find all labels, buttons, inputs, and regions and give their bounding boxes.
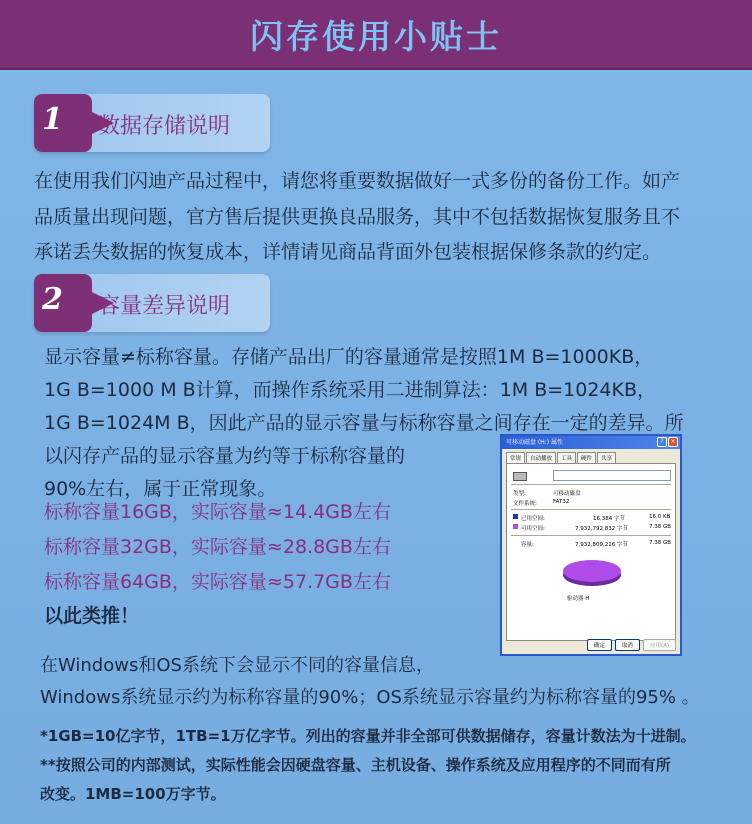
section-2-label: 容量差异说明 — [98, 294, 231, 319]
tab-hardware[interactable]: 硬件 — [577, 452, 596, 463]
section-2-line: 1G B=1000 M B计算，而操作系统采用二进制算法：1M B=1024KB， — [44, 379, 656, 401]
dialog-tabs — [502, 449, 680, 463]
capacity-size: 7.38 GB — [649, 540, 672, 546]
drive-icon — [513, 472, 527, 481]
dialog-titlebar — [502, 436, 680, 449]
tab-tools[interactable]: 工具 — [557, 452, 576, 463]
capacity-bytes: 7,932,809,216 字节 — [575, 542, 628, 548]
section-2-heading — [34, 274, 270, 332]
capacity-label: 容量: — [521, 542, 534, 548]
section-1-label: 数据存储说明 — [98, 114, 231, 139]
used-swatch — [513, 514, 518, 519]
tab-sharing[interactable]: 共享 — [597, 452, 616, 463]
drive-letter-label: 驱动器 H — [567, 596, 590, 602]
capacity-example-64gb: 标称容量64GB，实际容量≈57.7GB左右 — [44, 571, 391, 593]
section-2-line: 1G B=1024M B，因此产品的显示容量与标称容量之间存在一定的差异。所 — [44, 412, 684, 434]
footnote-3: 改变。1MB=100万字节。 — [40, 785, 226, 803]
os-line-1: 在Windows和OS系统下会显示不同的容量信息， — [40, 655, 434, 676]
footnote-2: **按照公司的内部测试，实际性能会因硬盘容量、主机设备、操作系统及应用程序的不同而有所 — [40, 756, 671, 774]
banner — [0, 0, 752, 70]
filesystem-value: FAT32 — [553, 499, 570, 505]
drive-properties-dialog — [500, 434, 682, 656]
apply-button[interactable]: 应用(A) — [643, 639, 676, 651]
section-1-line: 品质量出现问题，官方售后提供更换良品服务，其中不包括数据恢复服务且不 — [34, 205, 681, 228]
help-icon[interactable]: ? — [657, 437, 667, 447]
tab-autoplay[interactable]: 自动播放 — [526, 452, 556, 463]
section-1-line: 承诺丢失数据的恢复成本，详情请见商品背面外包装根据保修条款的约定。 — [34, 241, 662, 263]
os-line-2: Windows系统显示约为标称容量的90%；OS系统显示容量约为标称容量的95% 。 — [40, 687, 700, 708]
section-2-number: 2 — [42, 282, 63, 317]
used-bytes: 16,384 字节 — [593, 516, 625, 522]
type-value: 可移动磁盘 — [553, 491, 581, 497]
section-1-line: 在使用我们闪迪产品过程中，请您将重要数据做好一式多份的备份工作。如产 — [34, 170, 681, 192]
capacity-example-32gb: 标称容量32GB，实际容量≈28.8GB左右 — [44, 536, 391, 558]
dialog-title: 可移动磁盘 (H:) 属性 — [506, 439, 564, 446]
tab-general[interactable]: 常规 — [506, 452, 525, 463]
ok-button[interactable]: 确定 — [587, 639, 612, 651]
free-bytes: 7,932,792,832 字节 — [575, 526, 628, 532]
close-icon[interactable]: × — [668, 437, 678, 447]
cancel-button[interactable]: 取消 — [615, 639, 640, 651]
used-label: 已用空间: — [521, 516, 545, 522]
free-label: 可用空间: — [521, 526, 545, 532]
section-2-line: 以闪存产品的显示容量为约等于标称容量的 — [44, 445, 406, 467]
type-label: 类型: — [513, 491, 526, 497]
drive-name-input[interactable] — [553, 470, 671, 481]
filesystem-label: 文件系统: — [513, 501, 537, 507]
section-2-line: 90%左右，属于正常现象。 — [44, 478, 277, 500]
used-size: 16.0 KB — [649, 514, 671, 520]
free-size: 7.38 GB — [649, 524, 672, 530]
section-1-number: 1 — [42, 102, 63, 137]
disk-pie-chart — [561, 558, 623, 588]
section-1-text — [34, 164, 724, 271]
footnote-1: *1GB=10亿字节，1TB=1万亿字节。列出的容量并非全部可供数据储存，容量计数法为十进制。 — [40, 727, 696, 745]
section-1-heading — [34, 94, 270, 152]
free-swatch — [513, 524, 518, 529]
banner-title: 闪存使用小贴士 — [250, 16, 502, 56]
section-2-line: 显示容量≠标称容量。存储产品出厂的容量通常是按照1M B=1000KB， — [44, 346, 654, 368]
dialog-footer — [587, 639, 676, 651]
dialog-body — [506, 463, 676, 641]
etc-text: 以此类推！ — [44, 605, 140, 627]
capacity-example-16gb: 标称容量16GB，实际容量≈14.4GB左右 — [44, 501, 391, 523]
